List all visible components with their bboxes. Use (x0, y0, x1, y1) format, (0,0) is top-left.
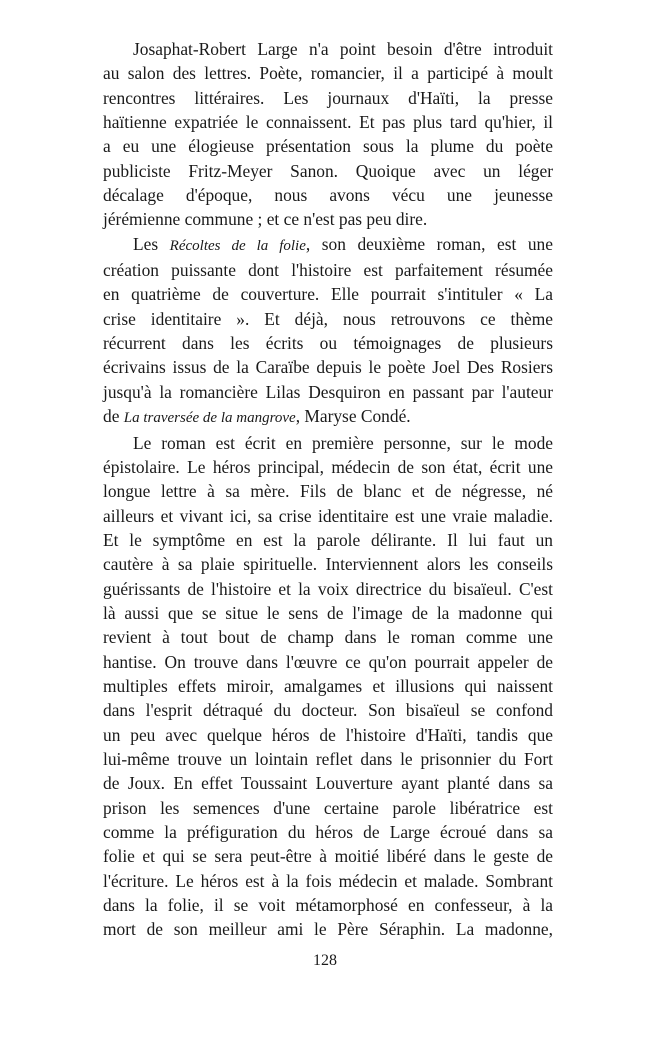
book-title-recoltes-de-la-folie: Récoltes de la folie (169, 237, 306, 254)
text-line: là aussi que se situe le sens de l'image de la madonne qui (103, 602, 553, 623)
paragraph-2 (103, 232, 553, 431)
text-line: dans l'esprit détraqué du docteur. Son bisaïeul se confond (103, 700, 553, 721)
text-line: longue lettre à sa mère. Fils de blanc et de négresse, né (103, 481, 553, 502)
book-title-la-traversee-de-la-mangrove: La traversée de la mangrove (123, 410, 296, 427)
text-line: écrivains issus de la Caraïbe depuis le poète Joel Des Rosiers (103, 357, 553, 378)
text-line: crise identitaire ». Et déjà, nous retrouvons ce thème (103, 308, 553, 329)
text-line: guérissants de l'histoire et la voix directrice du bisaïeul. C'est (103, 578, 553, 599)
text-line: a eu une élogieuse présentation sous la plume du poète (103, 136, 553, 157)
text-fragment: , son deuxième roman, est une (305, 233, 553, 254)
text-line: mort de son meilleur ami le Père Séraphin. La madonne, (103, 919, 553, 940)
text-line: revient à tout bout de champ dans le roman comme une (103, 627, 553, 648)
text-line: décalage d'époque, nous avons vécu une jeunesse (103, 185, 553, 206)
text-line: jusqu'à la romancière Lilas Desquiron en passant par l'auteur (103, 381, 553, 402)
text-line: Et le symptôme en est la parole délirante. Il lui faut un (103, 529, 553, 550)
text-line: création puissante dont l'histoire est parfaitement résumée (103, 260, 553, 281)
text-line (103, 404, 553, 430)
text-line: dans la folie, il se voit métamorphosé en confesseur, à la (103, 895, 553, 916)
text-line: ailleurs et vivant ici, sa crise identitaire est une vraie maladie. (103, 505, 553, 526)
text-line: jérémienne commune ; et ce n'est pas peu dire. (103, 209, 428, 230)
text-fragment: , Maryse Condé. (295, 406, 411, 427)
text-line: en quatrième de couverture. Elle pourrait s'intituler « La (103, 284, 553, 305)
text-line: comme la préfiguration du héros de Large écroué dans sa (103, 822, 553, 842)
text-line: l'écriture. Le héros est à la fois médecin et malade. Sombrant (103, 870, 553, 891)
text-line: haïtienne expatriée le connaissent. Et pas plus tard qu'hier, il (103, 112, 553, 133)
text-line: Le roman est écrit en première personne, sur le mode (133, 432, 553, 453)
text-line: un peu avec quelque héros de l'histoire d'Haïti, tandis que (103, 724, 553, 745)
text-line: publiciste Fritz-Meyer Sanon. Quoique avec un léger (103, 160, 553, 181)
text-line: Josaphat-Robert Large n'a point besoin d'être introduit (133, 39, 553, 59)
text-fragment: de (103, 406, 124, 427)
text-line: multiples effets miroir, amalgames et illusions qui naissent (103, 675, 553, 696)
text-line: cautère à sa plaie spirituelle. Interviennent alors les conseils (103, 554, 553, 575)
text-line: récurrent dans les écrits ou témoignages de plusieurs (103, 333, 553, 354)
text-line: au salon des lettres. Poète, romancier, il a participé à moult (103, 63, 553, 84)
paragraph-3 (103, 431, 553, 942)
paragraph-1 (103, 37, 553, 232)
text-line (103, 232, 553, 258)
text-line: de Joux. En effet Toussaint Louverture ayant planté dans sa (103, 773, 553, 794)
text-line: épistolaire. Le héros principal, médecin de son état, écrit une (103, 456, 553, 477)
text-line: prison les semences d'une certaine parole libératrice est (103, 797, 553, 818)
document-page (103, 37, 553, 942)
text-line: rencontres littéraires. Les journaux d'Haïti, la presse (103, 87, 553, 108)
text-line: hantise. On trouve dans l'œuvre ce qu'on pourrait appeler de (103, 651, 553, 672)
page-number: 128 (313, 952, 337, 969)
text-fragment: Les (133, 233, 170, 254)
text-line: folie et qui se sera peut-être à moitié libéré dans le geste de (103, 846, 553, 867)
text-line: lui-même trouve un lointain reflet dans le prisonnier du Fort (103, 748, 553, 769)
